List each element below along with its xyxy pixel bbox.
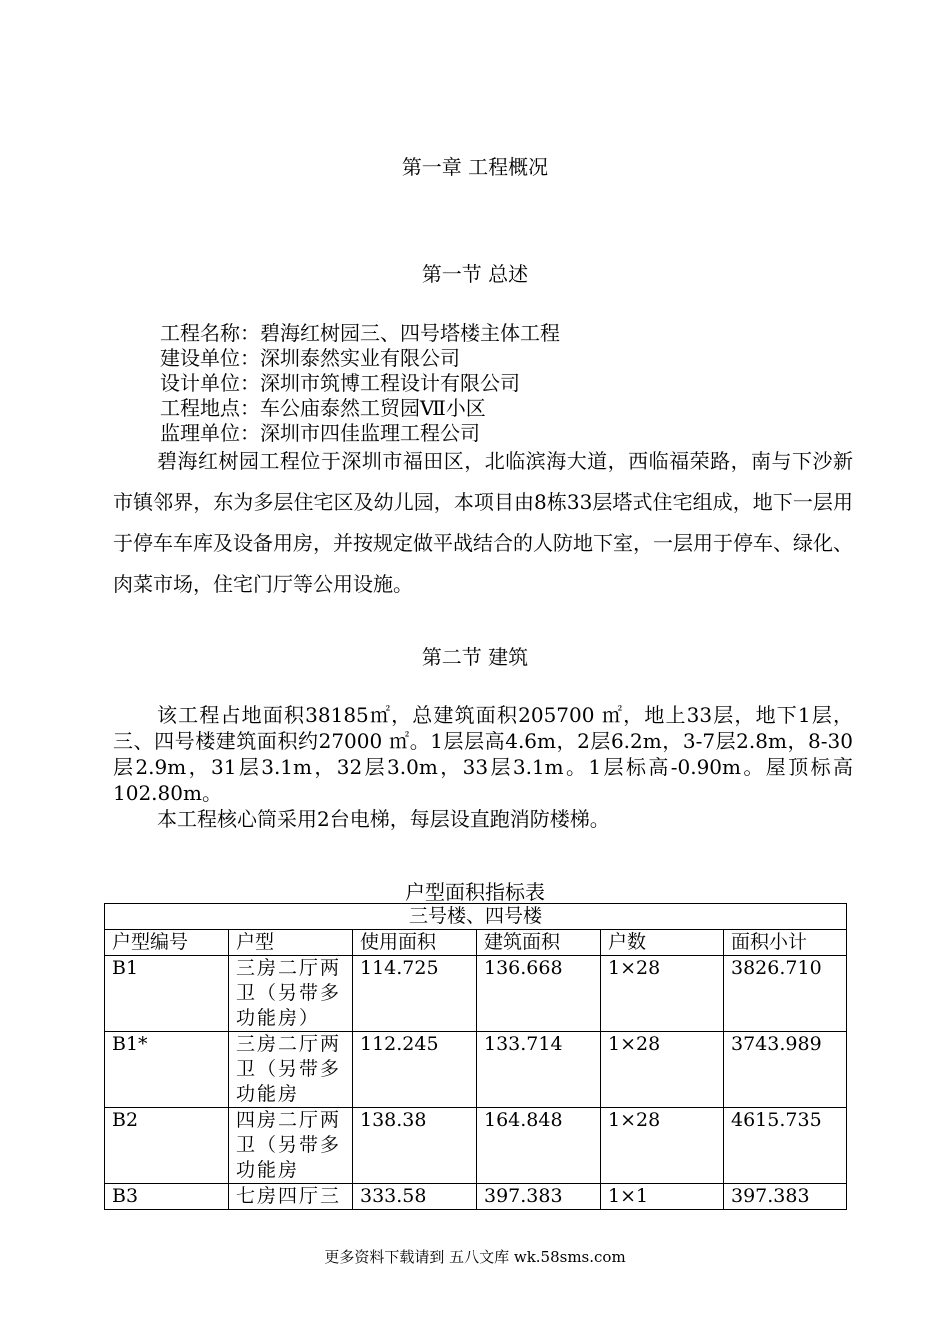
- table-cell: 1×28: [601, 1108, 724, 1184]
- table-cell: 四房二厅两卫（另带多功能房: [229, 1108, 353, 1184]
- table-row: [105, 956, 847, 1032]
- table-header-cell: 户数: [601, 930, 724, 956]
- table-cell: 七房四厅三: [229, 1184, 353, 1210]
- table-group-header-row: [105, 904, 847, 930]
- unit-area-table: [104, 903, 847, 1210]
- table-header-cell: 户型: [229, 930, 353, 956]
- table-cell: 1×28: [601, 956, 724, 1032]
- table-caption: 户型面积指标表: [405, 880, 545, 904]
- table-cell: 三房二厅两卫（另带多功能房: [229, 1032, 353, 1108]
- table-cell: 3826.710: [724, 956, 847, 1032]
- section1-paragraph: 碧海红树园工程位于深圳市福田区，北临滨海大道，西临福荣路，南与下沙新市镇邻界，东为多层住宅区及幼儿园，本项目由8栋33层塔式住宅组成，地下一层用于停车车库及设备用房，并按规定做平战结合的人防地下室，一层用于停车、绿化、肉菜市场，住宅门厅等公用设施。: [113, 449, 853, 596]
- table-header-cell: 使用面积: [353, 930, 477, 956]
- table-cell: 1×1: [601, 1184, 724, 1210]
- table-header-cell: 面积小计: [724, 930, 847, 956]
- table-header-cell: 户型编号: [105, 930, 229, 956]
- info-supervisor: 监理单位：深圳市四佳监理工程公司: [160, 421, 480, 445]
- table-cell: 397.383: [477, 1184, 601, 1210]
- table-cell: 138.38: [353, 1108, 477, 1184]
- table-header-row: [105, 930, 847, 956]
- footer-download-link[interactable]: 更多资料下载请到 五八文库 wk.58sms.com: [324, 1248, 626, 1266]
- info-developer: 建设单位：深圳泰然实业有限公司: [160, 346, 460, 370]
- table-group-header: 三号楼、四号楼: [105, 904, 847, 930]
- table-cell: 164.848: [477, 1108, 601, 1184]
- table-cell: 133.714: [477, 1032, 601, 1108]
- section1-title: 第一节 总述: [421, 262, 529, 286]
- table-cell: 4615.735: [724, 1108, 847, 1184]
- table-row: [105, 1108, 847, 1184]
- table-cell: 3743.989: [724, 1032, 847, 1108]
- table-cell: B3: [105, 1184, 229, 1210]
- info-location: 工程地点：车公庙泰然工贸园Ⅶ小区: [160, 396, 486, 420]
- info-designer: 设计单位：深圳市筑博工程设计有限公司: [160, 371, 520, 395]
- section2-body: [113, 702, 853, 832]
- table-row: [105, 1032, 847, 1108]
- project-info-list: [160, 321, 560, 446]
- table-cell: B1: [105, 956, 229, 1032]
- table-cell: B1*: [105, 1032, 229, 1108]
- table-cell: 1×28: [601, 1032, 724, 1108]
- section2-paragraph-2: 本工程核心筒采用2台电梯，每层设直跑消防楼梯。: [157, 807, 610, 831]
- table-header-cell: 建筑面积: [477, 930, 601, 956]
- section2-paragraph-1: 该工程占地面积38185㎡，总建筑面积205700 ㎡，地上33层，地下1层，三、四号楼建筑面积约27000 ㎡。1层层高4.6m，2层6.2m，3-7层2.8m，8-30层2.9m，31层3.1m，32层3.0m，33层3.1m。1层标高-0.90m。屋顶标高102.80m。: [113, 703, 853, 805]
- table-cell: 333.58: [353, 1184, 477, 1210]
- table-cell: 136.668: [477, 956, 601, 1032]
- table-cell: B2: [105, 1108, 229, 1184]
- table-cell: 112.245: [353, 1032, 477, 1108]
- table-cell: 397.383: [724, 1184, 847, 1210]
- table-row: [105, 1184, 847, 1210]
- table-cell: 三房二厅两卫（另带多功能房）: [229, 956, 353, 1032]
- section2-title: 第二节 建筑: [421, 645, 529, 669]
- info-project-name: 工程名称：碧海红树园三、四号塔楼主体工程: [160, 321, 560, 345]
- chapter-title: 第一章 工程概况: [401, 155, 549, 179]
- table-cell: 114.725: [353, 956, 477, 1032]
